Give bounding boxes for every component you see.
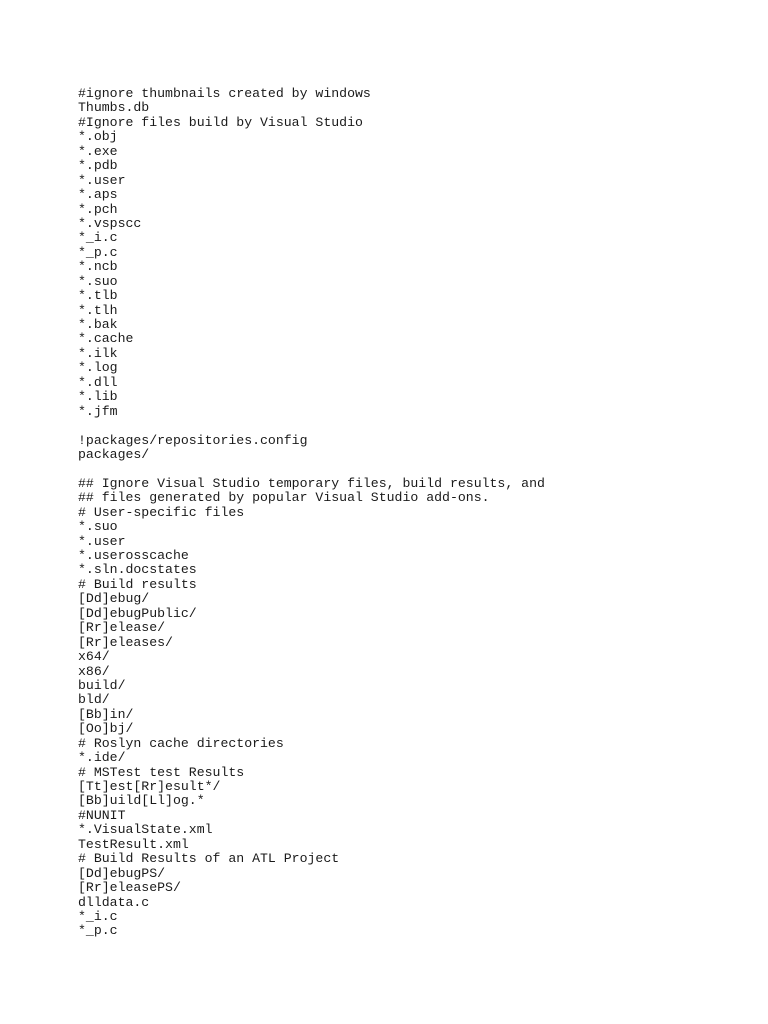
text-line: # Build results (78, 576, 197, 592)
text-line: *.aps (78, 187, 118, 203)
text-line: *.user (78, 172, 126, 188)
text-line: *_i.c (78, 230, 118, 246)
text-line: *.VisualState.xml (78, 822, 213, 838)
text-line: *.suo (78, 519, 118, 535)
text-line: *.suo (78, 273, 118, 289)
text-line: *_p.c (78, 923, 118, 939)
text-line: *.log (78, 360, 118, 376)
text-line: *.obj (78, 129, 118, 145)
text-line: # Roslyn cache directories (78, 735, 284, 751)
text-line: [Dd]ebugPublic/ (78, 605, 197, 621)
text-line: x64/ (78, 649, 110, 665)
text-line: # User-specific files (78, 504, 245, 520)
text-line: [Dd]ebugPS/ (78, 865, 166, 881)
text-line: *_i.c (78, 908, 118, 924)
text-line: *.pch (78, 201, 118, 217)
text-line: *.userosscache (78, 548, 189, 563)
text-line: *.vspscc (78, 215, 142, 231)
text-line: *.lib (78, 389, 118, 405)
text-line: TestResult.xml (78, 836, 189, 852)
text-line: [Tt]est[Rr]esult*/ (78, 779, 221, 794)
text-line: [Rr]elease/ (78, 620, 166, 636)
text-line: # MSTest test Results (78, 764, 245, 780)
text-line: dlldata.c (78, 894, 150, 910)
text-line: [Dd]ebug/ (78, 591, 150, 607)
text-line: ## Ignore Visual Studio temporary files, build results, and (78, 475, 545, 491)
text-line: *.tlh (78, 302, 118, 318)
text-line: ## files generated by popular Visual Studio add-ons. (78, 490, 490, 506)
text-line: [Rr]eleasePS/ (78, 880, 181, 896)
text-line: *.jfm (78, 403, 118, 419)
blank-line (78, 462, 545, 476)
text-line: *.sln.docstates (78, 562, 197, 578)
text-line: *.bak (78, 317, 118, 332)
text-line: *.user (78, 533, 126, 549)
text-line: *.ilk (78, 345, 118, 361)
text-line: !packages/repositories.config (78, 432, 308, 448)
text-line: *.ncb (78, 259, 118, 275)
blank-line (78, 419, 545, 433)
text-line: [Oo]bj/ (78, 721, 134, 737)
text-line: #NUNIT (78, 807, 126, 823)
text-line: *.cache (78, 331, 134, 347)
text-line: [Rr]eleases/ (78, 634, 173, 650)
text-line: # Build Results of an ATL Project (78, 851, 340, 867)
text-line: Thumbs.db (78, 100, 150, 116)
text-line: #Ignore files build by Visual Studio (78, 114, 363, 130)
gitignore-listing (78, 87, 545, 939)
text-line: x86/ (78, 663, 110, 679)
text-line: packages/ (78, 446, 150, 462)
text-line: bld/ (78, 692, 110, 708)
text-line: #ignore thumbnails created by windows (78, 86, 371, 101)
text-line: build/ (78, 677, 126, 693)
text-line: *.tlb (78, 288, 118, 304)
text-line: [Bb]uild[Ll]og.* (78, 793, 205, 809)
text-line: *.pdb (78, 158, 118, 174)
text-line: *.ide/ (78, 750, 126, 766)
text-line: *_p.c (78, 244, 118, 260)
text-line: [Bb]in/ (78, 706, 134, 722)
text-line: *.exe (78, 143, 118, 159)
text-line: *.dll (78, 374, 118, 390)
